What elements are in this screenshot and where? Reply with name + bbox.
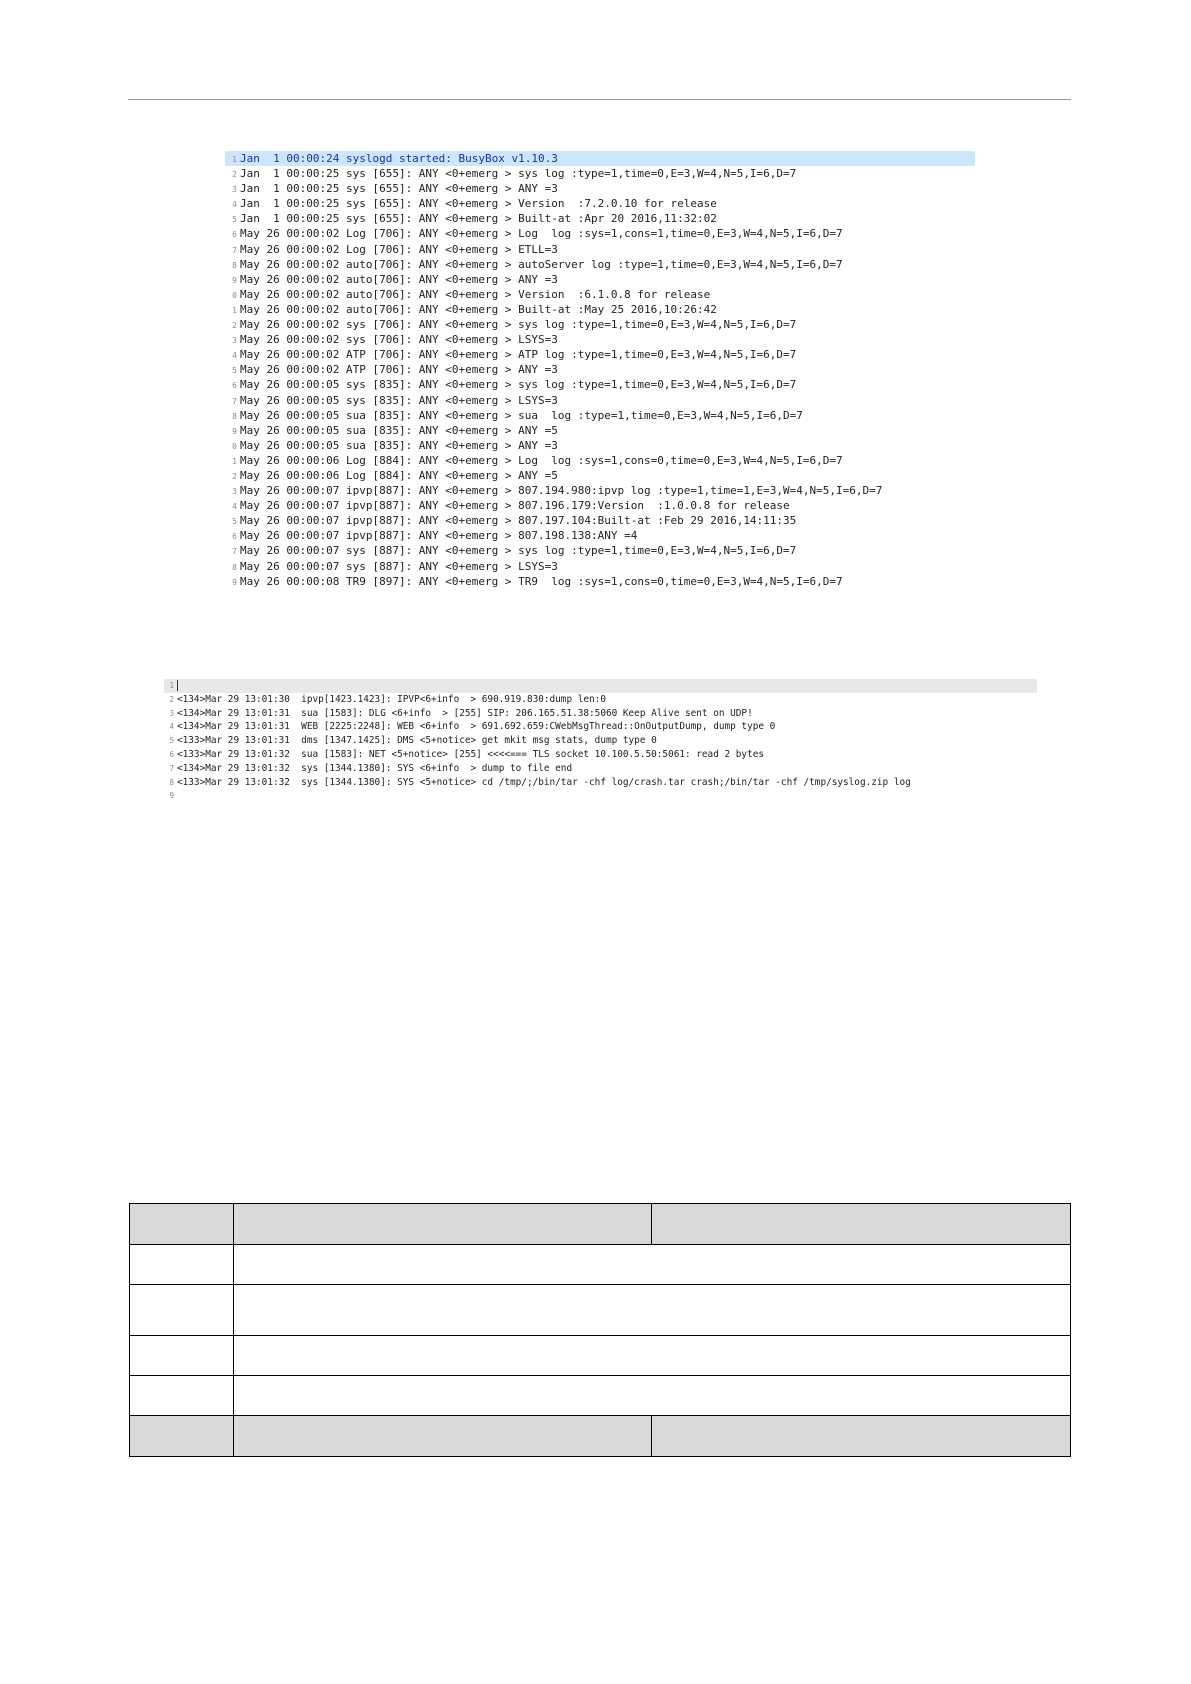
log-line — [164, 789, 1037, 803]
log-line-text: May 26 00:00:02 ATP [706]: ANY <0+emerg > ATP log :type=1,time=0,E=3,W=4,N=5,I=6,D=7 — [240, 348, 797, 362]
log-line — [164, 762, 1037, 776]
table-cell — [652, 1204, 1071, 1245]
table-header-row — [130, 1416, 1071, 1457]
line-number: 8 — [232, 411, 237, 421]
line-number: 4 — [232, 351, 237, 361]
log-line-text: Jan 1 00:00:25 sys [655]: ANY <0+emerg > Version :7.2.0.10 for release — [240, 197, 717, 211]
text-cursor — [177, 680, 178, 691]
line-number: 3 — [169, 708, 174, 718]
log-line — [225, 438, 975, 453]
log-line — [225, 181, 975, 196]
log-line-text: May 26 00:00:02 sys [706]: ANY <0+emerg > sys log :type=1,time=0,E=3,W=4,N=5,I=6,D=7 — [240, 318, 797, 332]
line-number: 6 — [169, 749, 174, 759]
log-line-text: May 26 00:00:02 Log [706]: ANY <0+emerg > Log log :sys=1,cons=1,time=0,E=3,W=4,N=5,I=6,D=7 — [240, 227, 843, 241]
log-line-text: May 26 00:00:02 sys [706]: ANY <0+emerg > LSYS=3 — [240, 333, 558, 347]
log-line — [225, 272, 975, 287]
log-line — [225, 528, 975, 543]
log-line — [164, 707, 1037, 721]
line-number: 2 — [232, 170, 237, 180]
log-line — [164, 734, 1037, 748]
log-line — [225, 151, 975, 166]
log-line-text: May 26 00:00:02 auto[706]: ANY <0+emerg > Version :6.1.0.8 for release — [240, 287, 711, 301]
log-line-text: May 26 00:00:07 sys [887]: ANY <0+emerg > LSYS=3 — [240, 559, 558, 573]
log-line — [225, 543, 975, 558]
log-line-text: <133>Mar 29 13:01:32 sua [1583]: NET <5+notice> [255] <<<<=== TLS socket 10.100.5.50:5061: read 2 bytes — [177, 748, 764, 760]
log-line — [164, 748, 1037, 762]
log-line-text: <133>Mar 29 13:01:31 dms [1347.1425]: DMS <5+notice> get mkit msg stats, dump type 0 — [177, 735, 657, 747]
log-line — [225, 498, 975, 513]
log-line-text: May 26 00:00:05 sua [835]: ANY <0+emerg > sua log :type=1,time=0,E=3,W=4,N=5,I=6,D=7 — [240, 408, 803, 422]
log-line — [225, 513, 975, 528]
line-number: 3 — [232, 487, 237, 497]
log-line — [225, 393, 975, 408]
line-number: 4 — [232, 200, 237, 210]
log-line-text: May 26 00:00:05 sys [835]: ANY <0+emerg > LSYS=3 — [240, 393, 558, 407]
line-number: 7 — [232, 547, 237, 557]
log-line — [225, 332, 975, 347]
line-number: 1 — [232, 155, 237, 164]
line-number: 0 — [232, 441, 237, 451]
line-number: 5 — [169, 736, 174, 746]
log-line-text: May 26 00:00:07 sys [887]: ANY <0+emerg > sys log :type=1,time=0,E=3,W=4,N=5,I=6,D=7 — [240, 544, 797, 558]
log-line — [225, 242, 975, 257]
line-number: 8 — [232, 562, 237, 572]
line-number: 9 — [232, 426, 237, 436]
log-line-text: May 26 00:00:05 sua [835]: ANY <0+emerg > ANY =5 — [240, 423, 558, 437]
log-line — [164, 720, 1037, 734]
header-rule — [128, 99, 1071, 100]
log-line — [225, 453, 975, 468]
line-number: 0 — [232, 290, 237, 300]
log-line-text: May 26 00:00:07 ipvp[887]: ANY <0+emerg > 807.197.104:Built-at :Feb 29 2016,14:11:35 — [240, 514, 797, 528]
log-line — [225, 574, 975, 589]
line-number: 9 — [232, 275, 237, 285]
log-line-text: May 26 00:00:02 ATP [706]: ANY <0+emerg > ANY =3 — [240, 363, 558, 377]
log-line — [225, 317, 975, 332]
line-number: 3 — [232, 185, 237, 195]
log-line — [164, 693, 1037, 707]
table-cell — [234, 1416, 652, 1457]
log-line-text: May 26 00:00:06 Log [884]: ANY <0+emerg > Log log :sys=1,cons=0,time=0,E=3,W=4,N=5,I=6,D=7 — [240, 453, 843, 467]
log-line-text: <134>Mar 29 13:01:30 ipvp[1423.1423]: IPVP<6+info > 690.919.830:dump len:0 — [177, 693, 606, 705]
line-number: 2 — [169, 694, 174, 704]
log-line — [225, 287, 975, 302]
line-number: 9 — [169, 791, 174, 801]
table-cell — [130, 1245, 234, 1285]
log-line-text: Jan 1 00:00:25 sys [655]: ANY <0+emerg > sys log :type=1,time=0,E=3,W=4,N=5,I=6,D=7 — [240, 167, 797, 181]
table-cell — [130, 1416, 234, 1457]
log-line — [225, 196, 975, 211]
table-cell — [234, 1336, 1071, 1376]
table-row — [130, 1336, 1071, 1376]
log-line — [225, 211, 975, 226]
line-number: 5 — [232, 517, 237, 527]
table-cell — [130, 1336, 234, 1376]
log-line — [225, 166, 975, 181]
parameter-table — [129, 1203, 1071, 1457]
log-line-text: <134>Mar 29 13:01:32 sys [1344.1380]: SYS <6+info > dump to file end — [177, 762, 573, 774]
log-line-text: May 26 00:00:07 ipvp[887]: ANY <0+emerg > 807.198.138:ANY =4 — [240, 529, 638, 543]
log-line — [225, 423, 975, 438]
table-cell — [130, 1204, 234, 1245]
log-line-text: Jan 1 00:00:24 syslogd started: BusyBox v1.10.3 — [240, 152, 558, 165]
line-number: 8 — [232, 260, 237, 270]
syslog-screenshot-1 — [225, 151, 975, 589]
log-line — [225, 226, 975, 241]
table-header-row — [130, 1204, 1071, 1245]
log-line — [225, 483, 975, 498]
table-cell — [130, 1376, 234, 1416]
log-line-text: May 26 00:00:06 Log [884]: ANY <0+emerg > ANY =5 — [240, 468, 558, 482]
table-cell — [234, 1376, 1071, 1416]
log-line — [225, 257, 975, 272]
log-line — [225, 362, 975, 377]
table-cell — [234, 1285, 1071, 1336]
log-line-text: May 26 00:00:02 auto[706]: ANY <0+emerg > Built-at :May 25 2016,10:26:42 — [240, 302, 717, 316]
table-cell — [652, 1416, 1071, 1457]
log-line — [225, 468, 975, 483]
line-number: 5 — [232, 215, 237, 225]
line-number: 2 — [232, 321, 237, 331]
line-number: 3 — [232, 336, 237, 346]
line-number: 4 — [169, 722, 174, 732]
log-line-text: May 26 00:00:02 auto[706]: ANY <0+emerg > ANY =3 — [240, 272, 558, 286]
line-number: 5 — [232, 366, 237, 376]
line-number: 7 — [232, 245, 237, 255]
table-cell — [234, 1245, 1071, 1285]
log-line — [225, 377, 975, 392]
log-line — [225, 559, 975, 574]
log-line-text: May 26 00:00:08 TR9 [897]: ANY <0+emerg > TR9 log :sys=1,cons=0,time=0,E=3,W=4,N=5,I=6,D=7 — [240, 574, 843, 588]
log-line — [225, 347, 975, 362]
line-number: 7 — [169, 763, 174, 773]
log-line — [164, 776, 1037, 790]
log-line-text: May 26 00:00:05 sua [835]: ANY <0+emerg > ANY =3 — [240, 438, 558, 452]
line-number: 4 — [232, 502, 237, 512]
table-row — [130, 1376, 1071, 1416]
line-number: 6 — [232, 532, 237, 542]
line-number: 6 — [232, 230, 237, 240]
log-line-text: May 26 00:00:07 ipvp[887]: ANY <0+emerg > 807.196.179:Version :1.0.0.8 for release — [240, 499, 790, 513]
line-number: 7 — [232, 396, 237, 406]
log-line-text: <134>Mar 29 13:01:31 sua [1583]: DLG <6+info > [255] SIP: 206.165.51.38:5060 Keep Alive sent on UDP! — [177, 707, 753, 719]
line-number: 9 — [232, 577, 237, 587]
log-line-text: Jan 1 00:00:25 sys [655]: ANY <0+emerg > Built-at :Apr 20 2016,11:32:02 — [240, 212, 717, 226]
log-line-text: May 26 00:00:02 Log [706]: ANY <0+emerg > ETLL=3 — [240, 242, 558, 256]
line-number: 1 — [232, 305, 237, 315]
table-cell — [234, 1204, 652, 1245]
log-line — [164, 679, 1037, 693]
line-number: 6 — [232, 381, 237, 391]
line-number: 2 — [232, 471, 237, 481]
log-line-text: May 26 00:00:02 auto[706]: ANY <0+emerg > autoServer log :type=1,time=0,E=3,W=4,N=5,I=6,D=7 — [240, 257, 843, 271]
log-line-text: May 26 00:00:07 ipvp[887]: ANY <0+emerg > 807.194.980:ipvp log :type=1,time=1,E=3,W=4,N=5,I=6,D=7 — [240, 484, 883, 498]
table-row — [130, 1245, 1071, 1285]
log-line — [225, 302, 975, 317]
table-row — [130, 1285, 1071, 1336]
table-cell — [130, 1285, 234, 1336]
log-line-text: May 26 00:00:05 sys [835]: ANY <0+emerg > sys log :type=1,time=0,E=3,W=4,N=5,I=6,D=7 — [240, 378, 797, 392]
log-line-text: <133>Mar 29 13:01:32 sys [1344.1380]: SYS <5+notice> cd /tmp/;/bin/tar -chf log/crash.tar crash;/bin/tar -chf /tmp/syslog.zip log — [177, 776, 911, 788]
log-line — [225, 408, 975, 423]
log-line-text: Jan 1 00:00:25 sys [655]: ANY <0+emerg > ANY =3 — [240, 182, 558, 196]
line-number: 1 — [169, 681, 174, 690]
syslog-screenshot-2 — [164, 679, 1037, 803]
log-line-text: <134>Mar 29 13:01:31 WEB [2225:2248]: WEB <6+info > 691.692.659:CWebMsgThread::OnOutputDump, dump type 0 — [177, 721, 776, 733]
line-number: 8 — [169, 777, 174, 787]
line-number: 1 — [232, 456, 237, 466]
